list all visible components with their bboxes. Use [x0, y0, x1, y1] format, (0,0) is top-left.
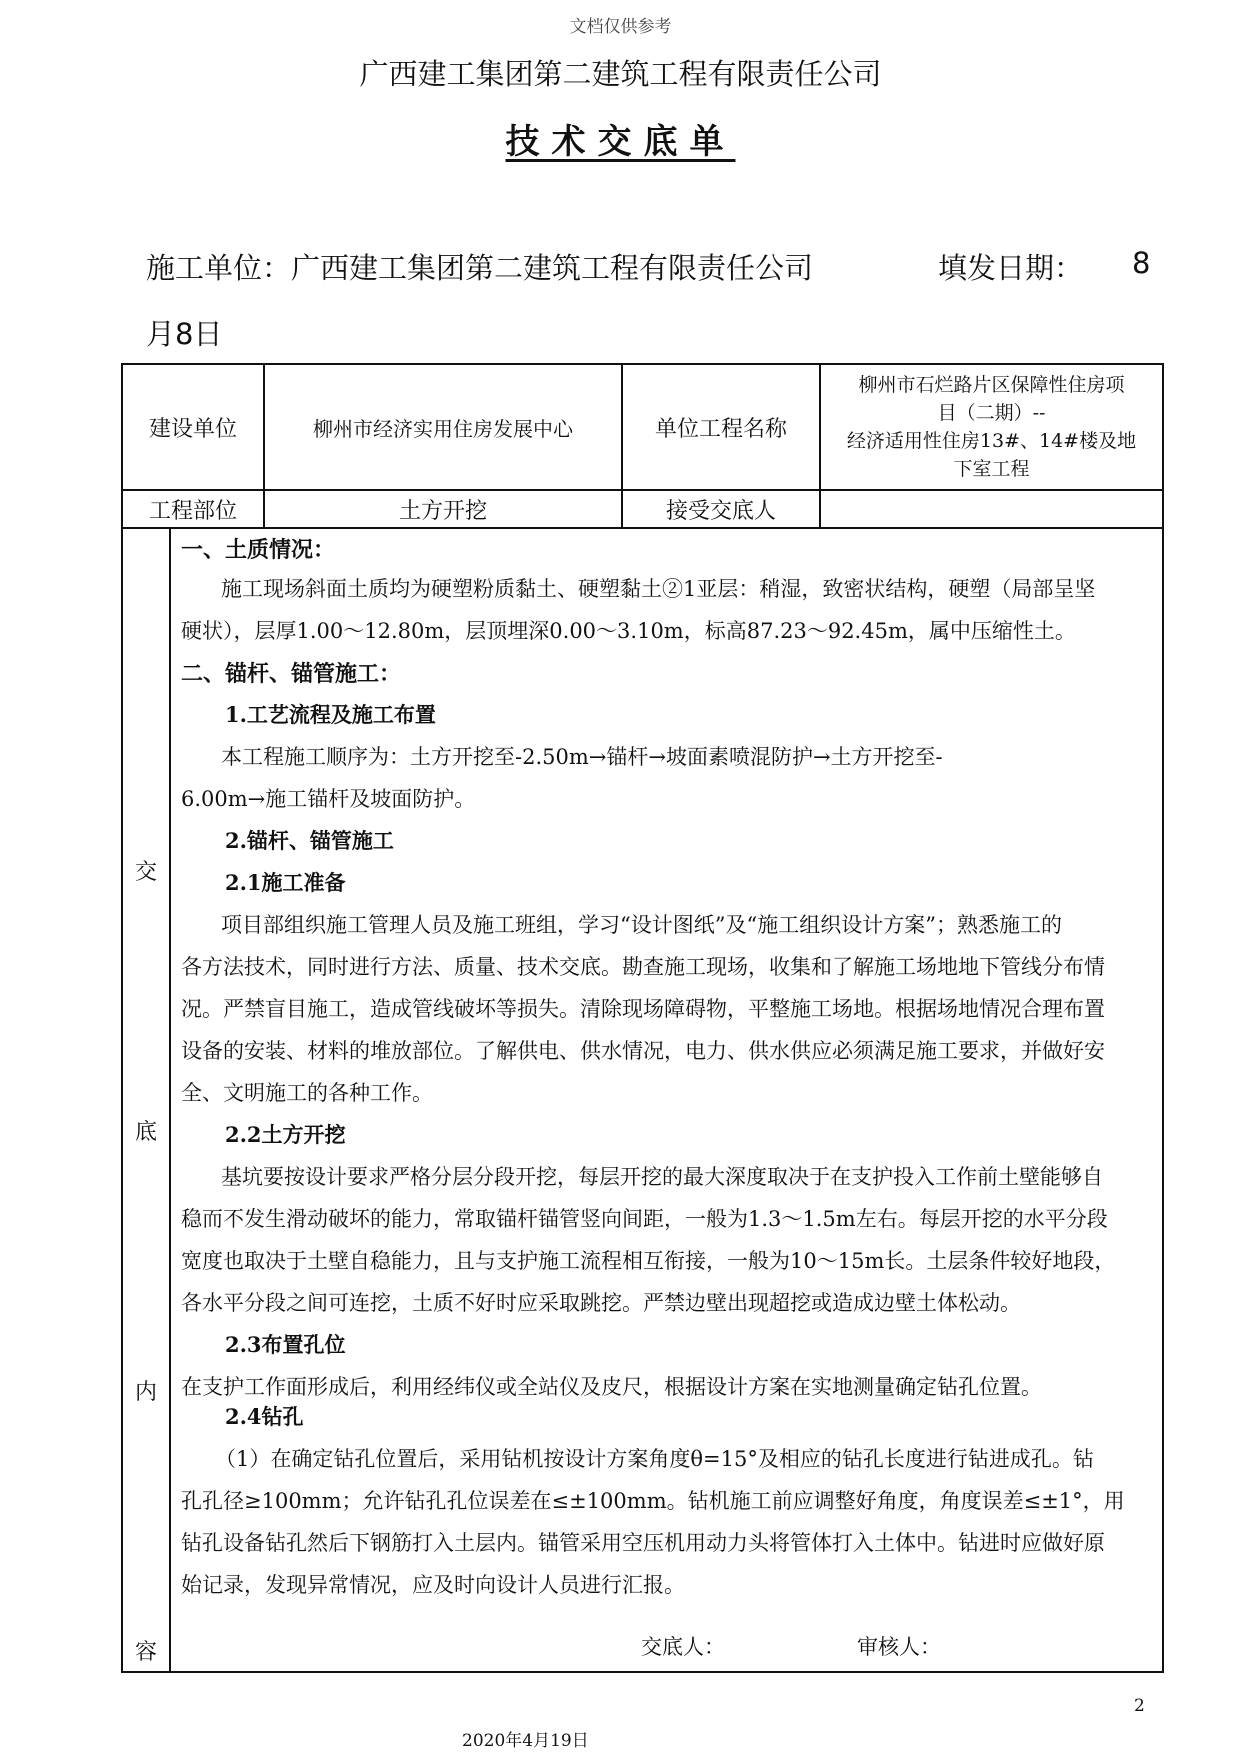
build-unit-value: 柳州市经济实用住房发展中心	[264, 364, 622, 490]
paragraph-line: 始记录，发现异常情况，应及时向设计人员进行汇报。	[181, 1573, 685, 1597]
paragraph-line: 况。严禁盲目施工，造成管线破坏等损失。清除现场障碍物，平整施工场地。根据场地情况合理布置	[181, 997, 1105, 1021]
receiver-label: 接受交底人	[622, 490, 820, 528]
document-title: 技术交底单	[505, 122, 736, 162]
watermark-text: 文档仅供参考	[569, 17, 672, 37]
subsection-heading: 1.工艺流程及施工布置	[225, 702, 436, 727]
table-row	[122, 490, 1163, 528]
paragraph-line: 孔孔径≥100mm；允许钻孔孔位误差在≤±100mm。钻机施工前应调整好角度，角度误差≤±1°，用	[181, 1489, 1125, 1513]
receiver-value	[820, 490, 1163, 528]
handover-person-label: 交底人：	[641, 1635, 725, 1659]
subsection-heading: 2.锚杆、锚管施工	[225, 828, 394, 853]
paragraph-line: 6.00m→施工锚杆及坡面防护。	[181, 787, 476, 811]
paragraph-line: 各水平分段之间可连挖，土质不好时应采取跳挖。严禁边壁出现超挖或造成边壁土体松动。	[181, 1291, 1021, 1315]
paragraph-line: 基坑要按设计要求严格分层分段开挖，每层开挖的最大深度取决于在支护投入工作前土壁能够自	[221, 1165, 1103, 1189]
build-unit-label: 建设单位	[122, 364, 264, 490]
paragraph-line: 宽度也取决于土壁自稳能力，且与支护施工流程相互衔接，一般为10～15m长。土层条件较好地段，	[181, 1249, 1116, 1273]
paragraph-line: 钻孔设备钻孔然后下钢筋打入土层内。锚管采用空压机用动力头将管体打入土体中。钻进时应做好原	[181, 1531, 1105, 1555]
section-heading: 二、锚杆、锚管施工：	[181, 661, 402, 687]
fill-date-label: 填发日期：	[938, 251, 1084, 285]
paragraph-line: 设备的安装、材料的堆放部位。了解供电、供水情况，电力、供水供应必须满足施工要求，并做好安	[181, 1039, 1105, 1063]
handover-table	[121, 363, 1164, 1673]
company-title: 广西建工集团第二建筑工程有限责任公司	[359, 57, 882, 91]
paragraph-line: 项目部组织施工管理人员及施工班组，学习“设计图纸”及“施工组织设计方案”；熟悉施工的	[221, 913, 1062, 937]
construction-unit: 施工单位：广西建工集团第二建筑工程有限责任公司	[146, 251, 814, 285]
paragraph-line: 施工现场斜面土质均为硬塑粉质黏土、硬塑黏土②1亚层：稍湿，致密状结构，硬塑（局部呈坚	[221, 577, 1096, 601]
paragraph-line: 在支护工作面形成后，利用经纬仪或全站仪及皮尺，根据设计方案在实地测量确定钻孔位置。	[181, 1375, 1042, 1399]
fill-date-rest: 月8日	[146, 317, 223, 351]
side-char: 容	[134, 1640, 157, 1665]
subsection-heading: 2.1施工准备	[225, 870, 346, 895]
content-body	[170, 528, 1163, 1672]
reviewer-label: 审核人：	[857, 1635, 941, 1659]
table-row	[122, 364, 1163, 490]
footer-date: 2020年4月19日	[462, 1731, 589, 1751]
paragraph-line: 稳而不发生滑动破坏的能力，常取锚杆锚管竖向间距，一般为1.3～1.5m左右。每层开挖的水平分段	[181, 1207, 1108, 1231]
fill-date-month: 8	[1132, 246, 1151, 280]
paragraph-line: 本工程施工顺序为：土方开挖至-2.50m→锚杆→坡面素喷混防护→土方开挖至-	[221, 745, 943, 769]
part-label: 工程部位	[122, 490, 264, 528]
subsection-heading: 2.3布置孔位	[225, 1332, 346, 1357]
part-value: 土方开挖	[264, 490, 622, 528]
project-name-label: 单位工程名称	[622, 364, 820, 490]
side-char: 交	[134, 860, 157, 885]
subsection-heading: 2.2土方开挖	[225, 1122, 346, 1147]
side-char: 底	[134, 1120, 157, 1145]
paragraph-line: 硬状），层厚1.00～12.80m，层顶埋深0.00～3.10m，标高87.23～92.45m，属中压缩性土。	[181, 619, 1076, 643]
project-name-line: 目（二期）--	[937, 402, 1046, 424]
page-number: 2	[1134, 1696, 1145, 1716]
table-row	[122, 528, 1163, 1672]
section-heading: 一、土质情况：	[181, 537, 336, 563]
paragraph-line: 各方法技术，同时进行方法、质量、技术交底。勘查施工现场，收集和了解施工场地地下管线分布情	[181, 955, 1105, 979]
project-name-line: 经济适用性住房13#、14#楼及地	[846, 430, 1137, 452]
content-side-label	[122, 528, 170, 1672]
project-name-line: 下室工程	[953, 458, 1030, 480]
subsection-heading: 2.4钻孔	[225, 1404, 304, 1429]
project-name-line: 柳州市石烂路片区保障性住房项	[858, 374, 1125, 396]
paragraph-line: 全、文明施工的各种工作。	[181, 1081, 433, 1105]
paragraph-line: （1）在确定钻孔位置后，采用钻机按设计方案角度θ=15°及相应的钻孔长度进行钻进成孔。钻	[215, 1447, 1094, 1471]
side-char: 内	[134, 1380, 157, 1405]
project-name-value	[820, 364, 1163, 490]
